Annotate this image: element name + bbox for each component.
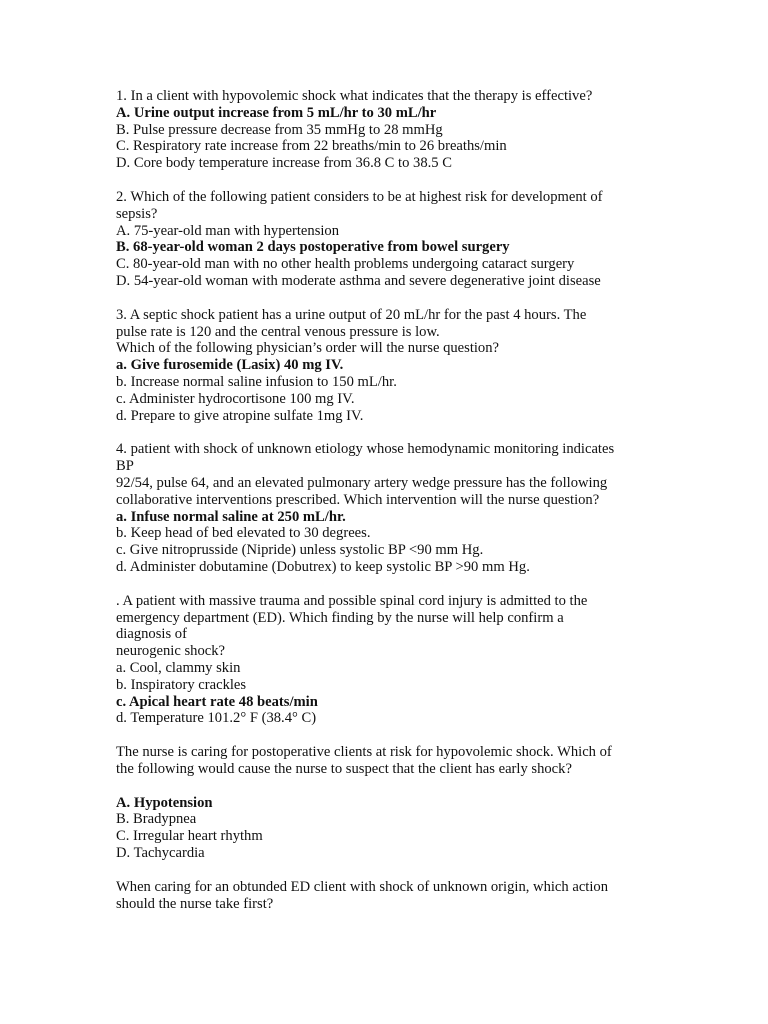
question-stem: emergency department (ED). Which finding by the nurse will help confirm a [116,609,564,626]
question-stem: the following would cause the nurse to suspect that the client has early shock? [116,760,572,777]
option-correct: c. Apical heart rate 48 beats/min [116,693,318,710]
question-stem: 3. A septic shock patient has a urine output of 20 mL/hr for the past 4 hours. The [116,306,587,323]
option-correct: B. 68-year-old woman 2 days postoperative from bowel surgery [116,239,510,256]
option: C. Irregular heart rhythm [116,828,263,845]
question-stem: collaborative interventions prescribed. Which intervention will the nurse question? [116,491,600,508]
question-stem: diagnosis of [116,626,187,643]
option: D. 54-year-old woman with moderate asthma and severe degenerative joint disease [116,272,601,289]
question-stem: neurogenic shock? [116,643,226,660]
question-6 [116,744,728,862]
option: d. Temperature 101.2° F (38.4° C) [116,710,317,727]
spacer [116,778,728,795]
question-stem: 1. In a client with hypovolemic shock what indicates that the therapy is effective? [116,88,593,104]
option-correct: A. Urine output increase from 5 mL/hr to 30 mL/hr [116,104,437,121]
option: C. Respiratory rate increase from 22 breaths/min to 26 breaths/min [116,138,507,155]
question-stem: 92/54, pulse 64, and an elevated pulmonary artery wedge pressure has the following [116,474,608,491]
option-correct: a. Give furosemide (Lasix) 40 mg IV. [116,357,344,374]
question-stem: 4. patient with shock of unknown etiology whose hemodynamic monitoring indicates [116,441,615,458]
question-3 [116,307,728,425]
option: b. Increase normal saline infusion to 150 mL/hr. [116,373,397,390]
question-stem: . A patient with massive trauma and possible spinal cord injury is admitted to the [116,592,588,609]
option: a. Cool, clammy skin [116,659,241,676]
option: d. Prepare to give atropine sulfate 1mg IV. [116,407,364,424]
question-stem: 2. Which of the following patient considers to be at highest risk for development of [116,188,603,205]
question-stem: When caring for an obtunded ED client with shock of unknown origin, which action [116,878,609,895]
option: B. Pulse pressure decrease from 35 mmHg to 28 mmHg [116,121,443,138]
option: c. Administer hydrocortisone 100 mg IV. [116,390,355,407]
question-stem: should the nurse take first? [116,895,274,912]
question-stem: BP [116,458,134,475]
question-stem: Which of the following physician’s order will the nurse question? [116,340,500,357]
option: D. Core body temperature increase from 36.8 C to 38.5 C [116,155,452,172]
option-correct: a. Infuse normal saline at 250 mL/hr. [116,508,346,525]
option: c. Give nitroprusside (Nipride) unless systolic BP <90 mm Hg. [116,542,484,559]
question-stem: pulse rate is 120 and the central venous pressure is low. [116,323,440,340]
option: b. Keep head of bed elevated to 30 degrees. [116,525,371,542]
question-7 [116,879,728,913]
option: b. Inspiratory crackles [116,676,247,693]
question-1 [116,88,728,172]
option: B. Bradypnea [116,811,197,828]
question-stem: The nurse is caring for postoperative clients at risk for hypovolemic shock. Which of [116,744,612,761]
question-2 [116,189,728,290]
option: A. 75-year-old man with hypertension [116,222,340,239]
option: D. Tachycardia [116,845,205,862]
option: d. Administer dobutamine (Dobutrex) to keep systolic BP >90 mm Hg. [116,558,530,575]
question-5 [116,593,728,727]
question-stem: sepsis? [116,205,158,222]
question-4 [116,441,728,575]
option-correct: A. Hypotension [116,794,213,811]
option: C. 80-year-old man with no other health problems undergoing cataract surgery [116,256,575,273]
